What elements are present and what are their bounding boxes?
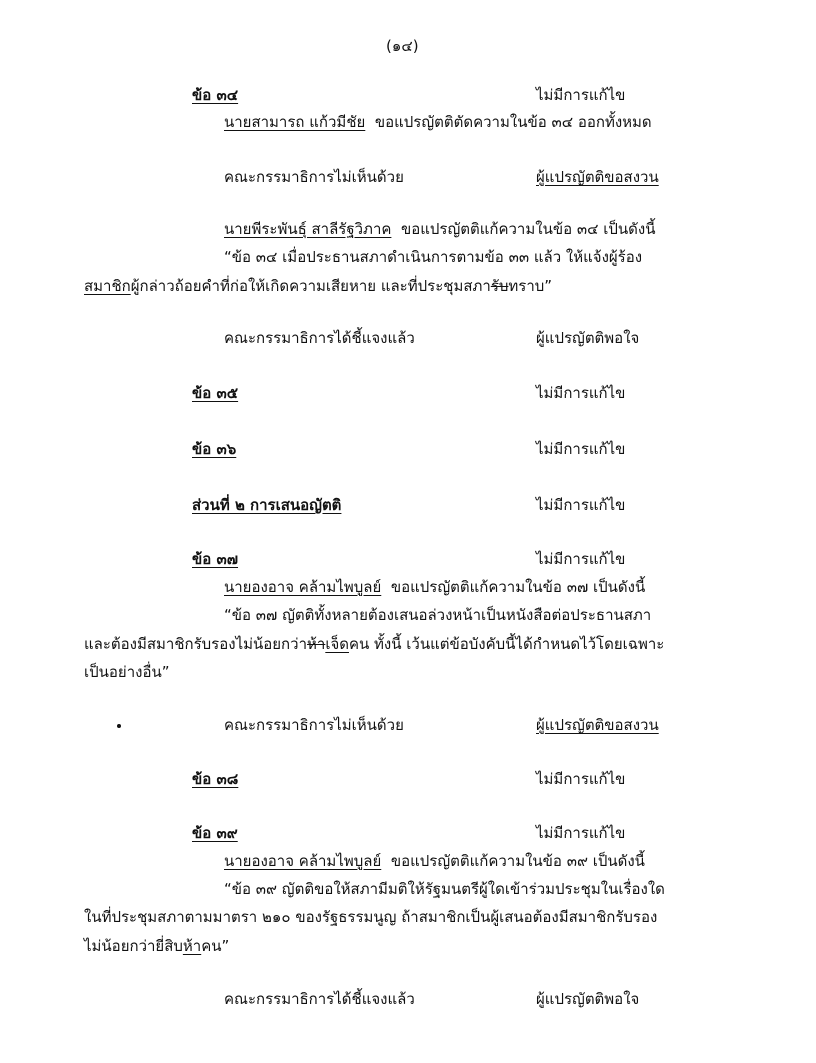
- section-38-status: ไม่มีการแก้ไข: [536, 770, 626, 788]
- section-38-heading: ข้อ ๓๘: [192, 770, 239, 788]
- amender-name: นายองอาจ คล้ามไพบูลย์: [224, 578, 382, 596]
- page-number: (๑๔): [386, 37, 419, 55]
- amender-name: นายสามารถ แก้วมีชัย: [224, 113, 366, 131]
- section-37-quote-line-3: เป็นอย่างอื่น”: [84, 663, 170, 681]
- amendment-text: ขอแปรญัตติแก้ความในข้อ ๓๗ เป็นดังนี้: [390, 578, 646, 596]
- section-34-committee-opinion-1: คณะกรรมาธิการไม่เห็นด้วย: [224, 168, 404, 186]
- amendment-text: ขอแปรญัตติแก้ความในข้อ ๓๙ เป็นดังนี้: [390, 852, 645, 870]
- stray-mark: [117, 724, 121, 728]
- section-34-result-1: ผู้แปรญัตติขอสงวน: [536, 168, 659, 186]
- inserted-text: ห้า: [182, 937, 202, 955]
- section-39-quote-line-2: ในที่ประชุมสภาตามมาตรา ๒๑๐ ของรัฐธรรมนูญ ถ้าสมาชิกเป็นผู้เสนอต้องมีสมาชิกรับรอง: [84, 908, 658, 926]
- section-37-quote-line-1: “ข้อ ๓๗ ญัตติทั้งหลายต้องเสนอล่วงหน้าเป็นหนังสือต่อประธานสภา: [224, 606, 652, 624]
- section-35-status: ไม่มีการแก้ไข: [536, 384, 626, 402]
- inserted-text: สมาชิก: [84, 277, 131, 295]
- section-34-amendment-2: [224, 218, 655, 240]
- section-39-result: ผู้แปรญัตติพอใจ: [536, 990, 640, 1008]
- section-37-committee-opinion: คณะกรรมาธิการไม่เห็นด้วย: [224, 716, 404, 734]
- section-37-status: ไม่มีการแก้ไข: [536, 550, 626, 568]
- amendment-text: ขอแปรญัตติแก้ความในข้อ ๓๔ เป็นดังนี้: [400, 220, 656, 238]
- section-39-quote-line-1: “ข้อ ๓๙ ญัตติขอให้สภามีมติให้รัฐมนตรีผู้ใดเข้าร่วมประชุมในเรื่องใด: [224, 880, 665, 898]
- quote-text: ผู้กล่าวถ้อยคำที่ก่อให้เกิดความเสียหาย และที่ประชุมสภา: [130, 277, 491, 295]
- amender-name: นายองอาจ คล้ามไพบูลย์: [224, 852, 382, 870]
- section-39-quote-line-3: [84, 935, 229, 957]
- section-37-quote-line-2: [84, 633, 664, 655]
- amendment-text: ขอแปรญัตติตัดความในข้อ ๓๔ ออกทั้งหมด: [374, 113, 652, 131]
- part-2-heading: ส่วนที่ ๒ การเสนอญัตติ: [192, 496, 342, 514]
- section-39-status: ไม่มีการแก้ไข: [536, 824, 626, 842]
- inserted-text: เจ็ด: [325, 635, 349, 653]
- quote-text: และต้องมีสมาชิกรับรองไม่น้อยกว่า: [84, 635, 307, 653]
- section-34-amendment-1: [224, 111, 652, 133]
- deleted-text: ห้า: [307, 635, 326, 653]
- section-34-quote-line-2: [84, 275, 552, 297]
- section-37-heading: ข้อ ๓๗: [192, 550, 239, 568]
- quote-text: คน ทั้งนี้ เว้นแต่ข้อบังคับนี้ได้กำหนดไว้โดยเฉพาะ: [348, 635, 665, 653]
- section-37-result: ผู้แปรญัตติขอสงวน: [536, 716, 659, 734]
- section-35-heading: ข้อ ๓๕: [192, 384, 239, 402]
- section-34-committee-opinion-2: คณะกรรมาธิการได้ชี้แจงแล้ว: [224, 329, 415, 347]
- quote-text: คน”: [201, 937, 230, 955]
- section-39-committee-opinion: คณะกรรมาธิการได้ชี้แจงแล้ว: [224, 990, 415, 1008]
- section-34-result-2: ผู้แปรญัตติพอใจ: [536, 329, 640, 347]
- deleted-text: รับ: [490, 277, 509, 295]
- section-34-quote-line-1: “ข้อ ๓๔ เมื่อประธานสภาดำเนินการตามข้อ ๓๓ แล้ว ให้แจ้งผู้ร้อง: [224, 248, 643, 266]
- part-2-status: ไม่มีการแก้ไข: [536, 496, 626, 514]
- section-36-status: ไม่มีการแก้ไข: [536, 440, 626, 458]
- section-36-heading: ข้อ ๓๖: [192, 440, 237, 458]
- section-39-heading: ข้อ ๓๙: [192, 824, 238, 842]
- section-34-status: ไม่มีการแก้ไข: [536, 86, 626, 104]
- quote-text: ไม่น้อยกว่ายี่สิบ: [84, 937, 183, 955]
- section-37-amendment: [224, 576, 645, 598]
- section-34-heading: ข้อ ๓๔: [192, 86, 239, 104]
- section-39-amendment: [224, 850, 645, 872]
- amender-name: นายพีระพันธุ์ สาลีรัฐวิภาค: [224, 220, 392, 238]
- quote-text: ทราบ”: [508, 277, 553, 295]
